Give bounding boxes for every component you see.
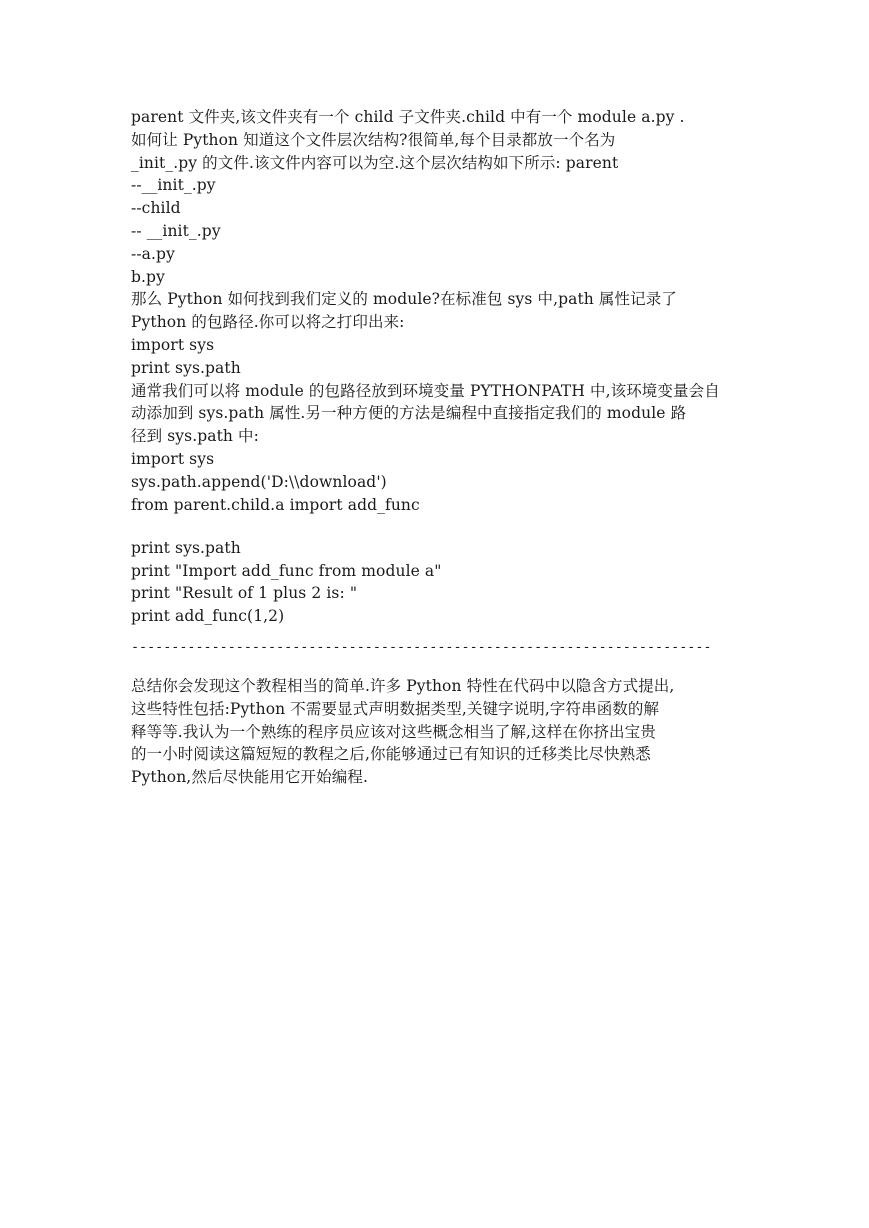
summary-paragraph [131,675,741,789]
code-line: --__init_.py [131,176,216,195]
text-line: 这些特性包括:Python 不需要显式声明数据类型,关键字说明,字符串函数的解 [131,699,660,718]
code-line: print "Import add_func from module a" [131,561,442,580]
text-line: 如何让 Python 知道这个文件层次结构?很简单,每个目录都放一个名为 [131,130,616,149]
text-line: Python 的包路径.你可以将之打印出来: [131,313,405,332]
code-line: -- __init_.py [131,221,221,240]
code-line: print add_func(1,2) [131,607,285,626]
code-line: import sys [131,335,215,354]
code-line: b.py [131,267,165,286]
text-line: 的一小时阅读这篇短短的教程之后,你能够通过已有知识的迁移类比尽快熟悉 [131,745,651,764]
blank-line [131,516,741,537]
code-line: print "Result of 1 plus 2 is: " [131,584,358,603]
code-line: print sys.path [131,538,241,557]
code-line: import sys [131,449,215,468]
code-line: sys.path.append('D:\\download') [131,472,387,491]
code-line: --child [131,199,181,218]
document-page [131,106,741,789]
text-line: parent 文件夹,该文件夹有一个 child 子文件夹.child 中有一个 module a.py . [131,108,685,126]
text-line: 释等等.我认为一个熟练的程序员应该对这些概念相当了解,这样在你挤出宝贵 [131,722,656,741]
text-line: 通常我们可以将 module 的包路径放到环境变量 PYTHONPATH 中,该环境变量会自 [131,381,720,400]
code-line: from parent.child.a import add_func [131,495,420,514]
text-block-top [131,106,741,516]
code-line: print sys.path [131,358,241,377]
text-line: _init_.py 的文件.该文件内容可以为空.这个层次结构如下所示: parent [131,153,619,172]
text-line: Python,然后尽快能用它开始编程. [131,768,368,787]
code-line: --a.py [131,244,175,263]
text-line: 总结你会发现这个教程相当的简单.许多 Python 特性在代码中以隐含方式提出, [131,677,675,696]
dashed-divider: ------------------------------------------------------------------------ [131,640,712,656]
text-line: 动添加到 sys.path 属性.另一种方便的方法是编程中直接指定我们的 module 路 [131,404,687,423]
text-line: 径到 sys.path 中: [131,427,259,446]
text-line: 那么 Python 如何找到我们定义的 module?在标准包 sys 中,path 属性记录了 [131,290,677,309]
code-block-print [131,537,741,628]
